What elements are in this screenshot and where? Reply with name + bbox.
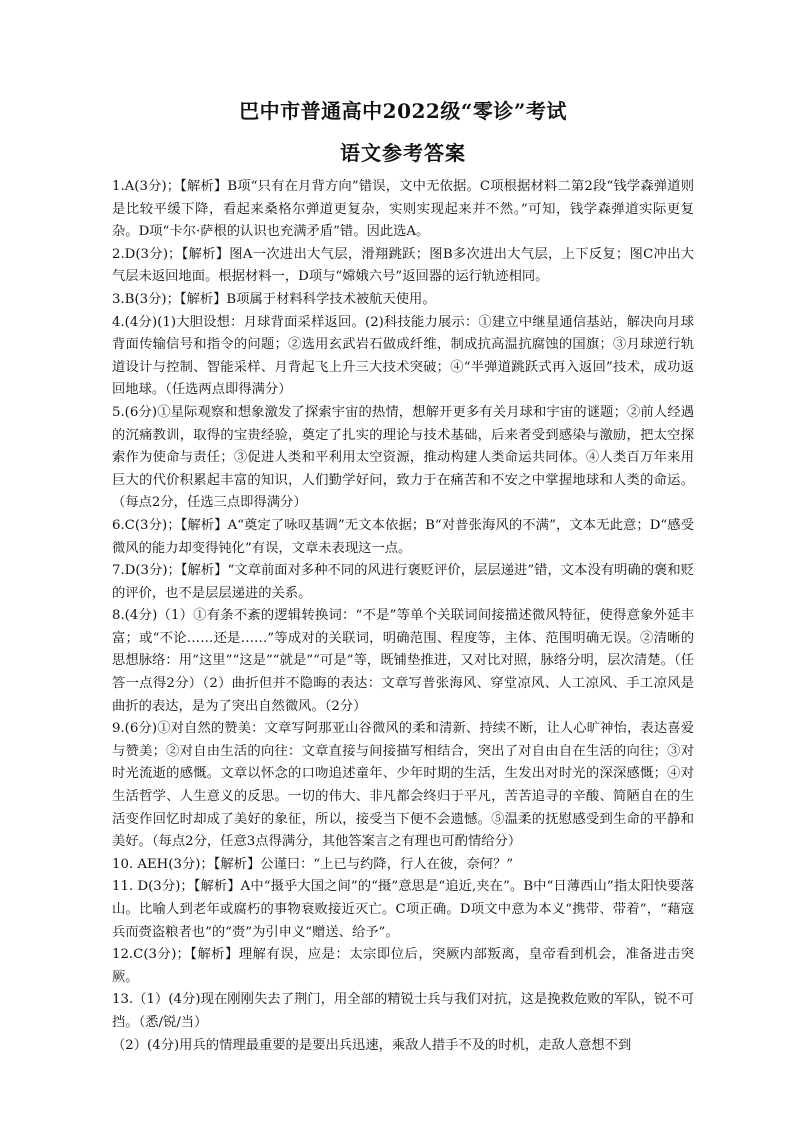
answer-5: 5.(6分)①星际观察和想象激发了探索宇宙的热情，想解开更多有关月球和宇宙的谜题；②前人经遇的沉痛教训，取得的宝贵经验，奠定了扎实的理论与技术基础，后来者受到感染与激励，把太空探索作为使命与责任；③促进人类和平利用太空资源，推动构建人类命运共同体。④人类百万年来用巨大的代价积累起丰富的知识，人们勤学好问，致力于在痛苦和不安之中掌握地球和人类的命运。（每点2分，任选三点即得满分） — [112, 404, 694, 511]
answer-2: 2.D(3分)；【解析】图A一次进出大气层，滑翔跳跃；图B多次进出大气层，上下反复；图C冲出大气层未返回地面。根据材料一，D项与“嫦娥六号”返回器的运行轨迹相同。 — [112, 246, 694, 285]
answer-8: 8.(4分)（1）①有条不紊的逻辑转换词：“不是”等单个关联词间接描述微风特征，使得意象外延丰富；或“不论……还是……”等成对的关联词，明确范围、程度等，主体、范围明确无误。②清晰的思想脉络：用“这里”“这是”“就是”“可是”等，既铺垫推进，又对比对照，脉络分明，层次清楚。（任答一点得2分）（2）曲折但并不隐晦的表达：文章写普张海风、穿堂凉风、人工凉风、手工凉风是曲折的表达，是为了突出自然微风。（2分） — [112, 608, 694, 714]
answer-12: 12.C(3分)；【解析】理解有误，应是：太宗即位后，突厥内部叛离，皇帝看到机会，准备进击突厥。 — [112, 947, 694, 985]
answer-4: 4.(4分)(1)大胆设想：月球背面采样返回。(2)科技能力展示：①建立中继星通信基站，解决向月球背面传输信号和指令的问题；②选用玄武岩石做成纤维，制成抗高温抗腐蚀的国旗；③月球逆行轨道设计与控制、智能采样、月背起飞上升三大技术突破；④“半弹道跳跃式再入返回”技术，成功返回地球。（任选两点即得满分） — [112, 314, 694, 398]
answer-11: 11. D(3分)；【解析】A中“摄乎大国之间”的“摄”意思是“追近,夹在”。B中“日薄西山”指太阳快要落山。比喻人到老年或腐朽的事物衰败接近灭亡。C项正确。D项文中意为本义“携带、带着”，“藉寇兵而赍盗粮者也”的“赍”为引申义“赠送、给予”。 — [112, 879, 694, 940]
answer-10: 10. AEH(3分)；【解析】公谨曰：“上已与约降，行人在彼，奈何？” — [112, 856, 514, 872]
answer-list — [112, 176, 694, 1057]
answer-3: 3.B(3分)；【解析】B项属于材料科学技术被航天使用。 — [112, 291, 436, 307]
answer-1: 1.A(3分)；【解析】B项“只有在月背方向”错误，文中无依据。C项根据材料二第2段“钱学森弹道则是比较平缓下降，看起来桑格尔弹道更复杂，实则实现起来并不然。”可知，钱学森弹道实际更复杂。D项“卡尔·萨根的认识也充满矛盾”错。因此选A。 — [112, 179, 694, 240]
page-title: 巴中市普通高中2022级“零诊”考试 — [239, 99, 567, 123]
answer-7: 7.D(3分)；【解析】“文章前面对多种不同的风进行褒贬评价，层层递进”错，文本没有明确的褒和贬的评价，也不是层层递进的关系。 — [112, 563, 694, 601]
page-subtitle: 语文参考答案 — [340, 141, 466, 165]
answer-13-1: 13.（1）(4分)现在刚刚失去了荆门，用全部的精锐士兵与我们对抗，这是挽救危败的军队，锐不可挡。（悉/锐/当） — [112, 992, 694, 1030]
answer-6: 6.C(3分)；【解析】A“奠定了咏叹基调”无文本依据；B“对普张海风的不满”，文本无此意；D“感受微风的能力却变得钝化”有误，文章未表现这一点。 — [112, 517, 694, 556]
answer-9: 9.(6分)①对自然的赞美：文章写阿那亚山谷微风的柔和清新、持续不断，让人心旷神怡，表达喜爱与赞美；②对自由生活的向往：文章直接与间接描写相结合，突出了对自由自在生活的向往；③对时光流逝的感慨。文章以怀念的口吻追述童年、少年时期的生活，生发出对时光的深深感慨；④对生活哲学、人生意义的反思。一切的伟大、非凡都会终归于平凡，苦苦追寻的辛酸、简陋自在的生活变作回忆时却成了美好的象征，所以，接受当下便不会遗憾。⑤温柔的抚慰感受到生命的平静和美好。（每点2分，任意3点得满分，其他答案言之有理也可酌情给分） — [112, 721, 694, 850]
answer-13-2: （2）(4分)用兵的情理最重要的是要出兵迅速，乘敌人措手不及的时机，走敌人意想不到 — [112, 1037, 632, 1053]
